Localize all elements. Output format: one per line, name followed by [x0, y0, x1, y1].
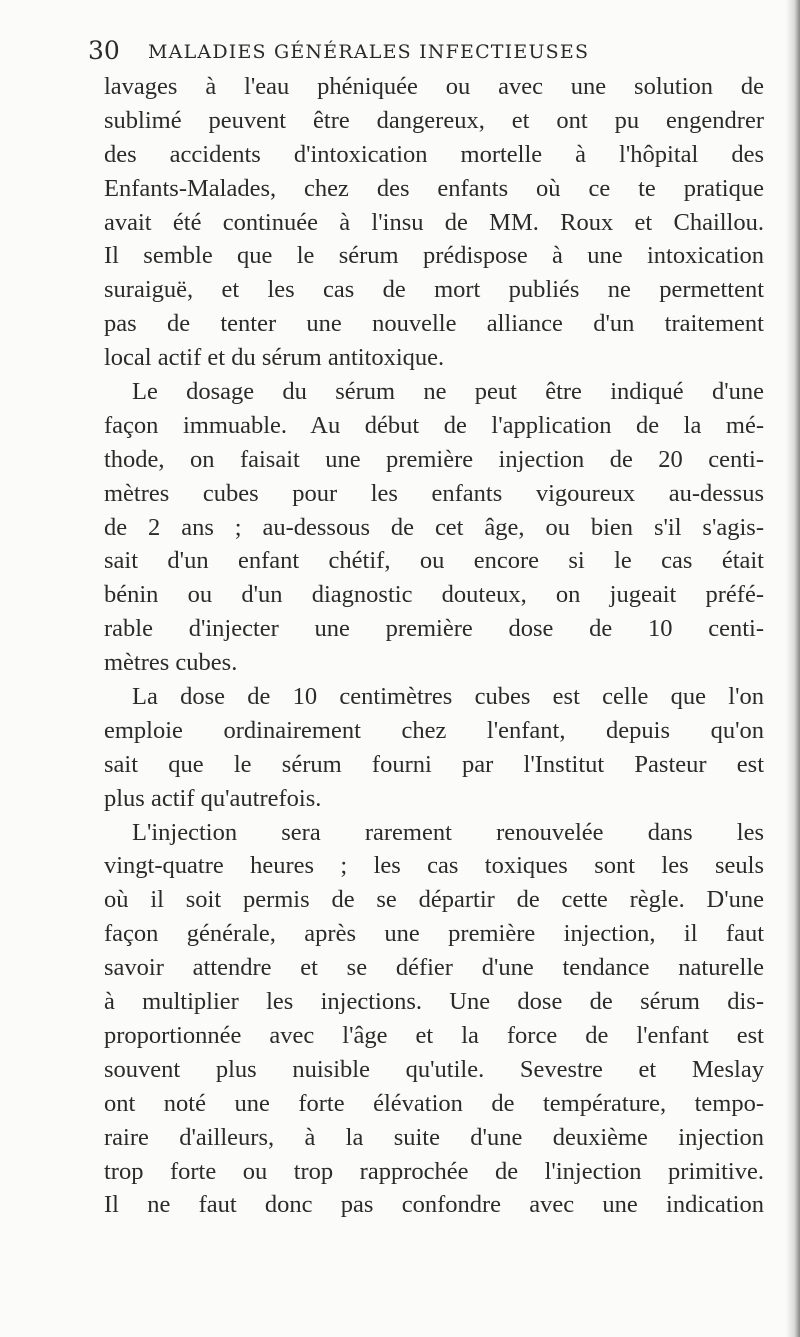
text-line: façon générale, après une première injection, il faut [104, 920, 764, 948]
text-line: proportionnée avec l'âge et la force de l'enfant est [104, 1021, 764, 1049]
running-title: MALADIES GÉNÉRALES INFECTIEUSES [148, 41, 590, 63]
text-line: ont noté une forte élévation de température, tempo- [104, 1089, 764, 1117]
text-line: local actif et du sérum antitoxique. [104, 344, 445, 372]
text-line: souvent plus nuisible qu'utile. Sevestre et Meslay [104, 1055, 764, 1083]
running-head [88, 36, 748, 70]
text-line: trop forte ou trop rapprochée de l'injection primitive. [104, 1157, 764, 1185]
text-line: suraiguë, et les cas de mort publiés ne permettent [104, 276, 764, 304]
text-line: savoir attendre et se défier d'une tendance naturelle [104, 954, 764, 982]
text-line: avait été continuée à l'insu de MM. Roux et Chaillou. [104, 208, 764, 236]
text-line: vingt-quatre heures ; les cas toxiques sont les seuls [104, 852, 764, 880]
body-text [104, 70, 764, 1222]
text-line: mètres cubes. [104, 649, 238, 677]
text-line: Il semble que le sérum prédispose à une intoxication [104, 242, 764, 270]
text-line: sait que le sérum fourni par l'Institut Pasteur est [104, 750, 764, 778]
paragraph-start: L'injection sera rarement renouvelée dans les [132, 818, 764, 846]
text-line: sait d'un enfant chétif, ou encore si le cas était [104, 547, 764, 575]
text-line: façon immuable. Au début de l'application de la mé- [104, 411, 764, 439]
text-line: de 2 ans ; au-dessous de cet âge, ou bien s'il s'agis- [104, 513, 764, 541]
text-line: mètres cubes pour les enfants vigoureux au-dessus [104, 479, 764, 507]
text-line: pas de tenter une nouvelle alliance d'un traitement [104, 310, 764, 338]
text-line: des accidents d'intoxication mortelle à l'hôpital des [104, 140, 764, 168]
text-line: bénin ou d'un diagnostic douteux, on jugeait préfé- [104, 581, 764, 609]
text-line: où il soit permis de se départir de cette règle. D'une [104, 886, 764, 914]
page-number: 30 [88, 36, 120, 65]
text-line: Enfants-Malades, chez des enfants où ce te pratique [104, 174, 764, 202]
text-line: rable d'injecter une première dose de 10 centi- [104, 615, 764, 643]
text-line: Il ne faut donc pas confondre avec une indication [104, 1191, 764, 1219]
page-edge-shadow [786, 0, 800, 1337]
paragraph-start: La dose de 10 centimètres cubes est celle que l'on [132, 683, 764, 711]
text-line: à multiplier les injections. Une dose de sérum dis- [104, 988, 764, 1016]
text-line: raire d'ailleurs, à la suite d'une deuxième injection [104, 1123, 764, 1151]
text-line: lavages à l'eau phéniquée ou avec une solution de [104, 73, 764, 100]
text-line: emploie ordinairement chez l'enfant, depuis qu'on [104, 716, 764, 744]
text-line: plus actif qu'autrefois. [104, 784, 322, 812]
text-line: sublimé peuvent être dangereux, et ont pu engendrer [104, 106, 764, 134]
text-line: thode, on faisait une première injection de 20 centi- [104, 445, 764, 473]
paragraph-start: Le dosage du sérum ne peut être indiqué d'une [132, 378, 764, 406]
